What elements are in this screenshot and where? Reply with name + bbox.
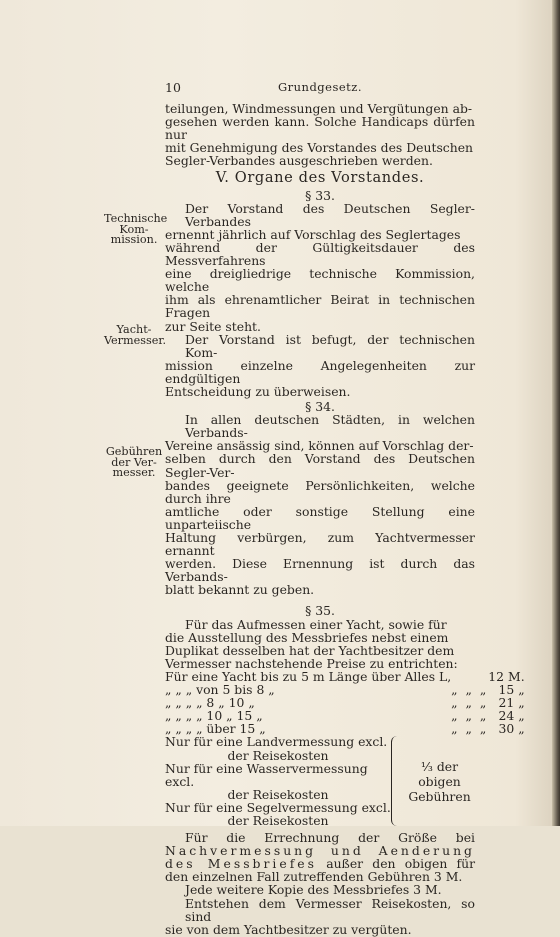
margin-note-line: Yacht- <box>116 323 152 336</box>
page-header <box>165 80 475 94</box>
margin-note-yacht-vermesser <box>104 323 167 347</box>
rate-line: Nur für eine Landvermessung excl. <box>165 734 388 750</box>
spaced-text: Nachvermessung und Aenderung des Messbriefes <box>165 843 475 872</box>
section-35-paragraph-2 <box>165 831 475 883</box>
price-ditto: „ „ „ <box>451 721 489 737</box>
text-line: eine dreigliedrige technische Kommission, welche <box>165 266 475 295</box>
text-line: mission einzelne Angelegenheiten zur endgültigen <box>165 357 475 386</box>
text-span: zutreffenden Gebühren 3 M. <box>283 869 463 885</box>
section-33-number: § 33. <box>305 187 335 203</box>
text-line: Entscheidung zu überweisen. <box>165 383 351 399</box>
text-line: ihm als ehrenamtlicher Beirat in technischen Fragen <box>165 292 475 321</box>
section-34-number: § 34. <box>305 399 335 415</box>
text-line: bandes geeignete Persönlichkeiten, welche durch ihre <box>165 477 475 506</box>
section-35-paragraph-3 <box>165 883 475 896</box>
brace <box>391 736 402 826</box>
section-34-paragraph <box>165 413 475 596</box>
margin-note-line: Vermesser. <box>104 333 167 347</box>
section-title: V. Organe des Vorstandes. <box>215 169 425 187</box>
margin-note-line: messer. <box>112 466 156 480</box>
running-head: Grundgesetz. <box>277 80 363 94</box>
rates-note <box>404 735 475 827</box>
rates-list <box>165 735 391 827</box>
surveying-rates <box>165 735 475 827</box>
rate-line: der Reisekosten <box>227 812 329 828</box>
margin-note-line: der Ver- <box>111 455 157 469</box>
section-33-paragraph-1 <box>165 202 475 333</box>
price-value: 12 M. <box>488 668 525 684</box>
margin-note-gebuehren <box>104 447 164 479</box>
price-table <box>165 670 525 735</box>
price-value: 21 „ <box>498 695 525 711</box>
price-label: „ „ „ „ 10 „ 15 „ <box>165 708 263 724</box>
text-line: sie von dem Yachtbesitzer zu vergüten. <box>165 921 412 937</box>
text-line: Segler-Verbandes ausgeschrieben werden. <box>165 153 433 169</box>
margin-note-line: mission. <box>110 233 158 247</box>
rate-line: Nur für eine Wasservermessung excl. <box>165 760 368 789</box>
text-span: Für die Errechnung der Größe bei <box>185 830 475 846</box>
price-ditto: „ „ „ <box>451 682 489 698</box>
price-label: Für eine Yacht bis zu 5 m Länge über Alles L, <box>165 668 452 684</box>
margin-note-line: Gebühren <box>105 445 163 458</box>
price-ditto: „ „ „ <box>451 708 489 724</box>
text-line: amtliche oder sonstige Stellung eine unparteiische <box>165 503 475 532</box>
margin-note-line: Kom- <box>119 222 149 236</box>
rate-line: der Reisekosten <box>227 747 329 763</box>
text-line: teilungen, Windmessungen und Vergütungen ab- <box>165 101 473 116</box>
margin-note-line: Technische <box>104 212 168 225</box>
text-line: In allen deutschen Städten, in welchen Verbands- <box>185 412 475 441</box>
text-line: gesehen werden kann. Solche Handicaps dürfen nur <box>165 114 475 143</box>
section-35-number: § 35. <box>305 603 335 619</box>
price-label: „ „ „ „ 8 „ 10 „ <box>165 695 255 711</box>
text-line: ernennt jährlich auf Vorschlag des Seglertages <box>165 226 461 242</box>
page-body <box>165 101 525 937</box>
rate-line: Nur für eine Segelvermessung excl. <box>165 799 391 815</box>
section-33-paragraph-2 <box>165 333 475 398</box>
text-line: Haltung verbürgen, zum Yachtvermesser ernannt <box>165 530 475 559</box>
section-35-paragraph-4 <box>165 897 475 936</box>
text-line: Jede weitere Kopie des Messbriefes 3 M. <box>185 882 442 898</box>
text-line: Vereine ansässig sind, können auf Vorschlag der- <box>165 438 474 454</box>
text-line: während der Gültigkeitsdauer des Messverfahrens <box>165 239 475 269</box>
text-line: die Ausstellung des Messbriefes nebst einem <box>165 629 449 645</box>
price-label: „ „ „ von 5 bis 8 „ <box>165 682 275 698</box>
text-line: blatt bekannt zu geben. <box>165 582 315 598</box>
text-line: Duplikat desselben hat der Yachtbesitzer dem <box>165 642 455 658</box>
text-line: Vermesser nachstehende Preise zu entrichten: <box>165 655 458 671</box>
rate-line: der Reisekosten <box>227 786 329 802</box>
text-line: selben durch den Vorstand des Deutschen Segler-Ver- <box>165 451 475 480</box>
margin-note-technische-kommission <box>104 212 168 247</box>
price-value: 15 „ <box>498 682 525 698</box>
page-number: 10 <box>165 80 181 95</box>
page-edge <box>552 0 560 826</box>
text-line: Der Vorstand des Deutschen Segler-Verbandes <box>185 200 475 229</box>
text-line: zur Seite steht. <box>165 318 261 334</box>
text-line: mit Genehmigung des Vorstandes des Deutschen <box>165 140 474 156</box>
rates-note-line: Gebühren <box>408 788 471 804</box>
intro-paragraph <box>165 102 475 167</box>
rates-note-line: ⅓ der obigen <box>418 758 461 789</box>
text-line: Entstehen dem Vermesser Reisekosten, so sind <box>185 895 475 924</box>
text-span: außer den obigen für den einzelnen Fall <box>165 856 475 885</box>
section-35-paragraph-1 <box>165 618 475 670</box>
price-ditto: „ „ „ <box>451 695 489 711</box>
price-value: 30 „ <box>498 721 525 737</box>
price-value: 24 „ <box>498 708 525 724</box>
text-line: Für das Aufmessen einer Yacht, sowie für <box>185 616 447 632</box>
price-label: „ „ „ „ über 15 „ <box>165 721 266 737</box>
text-line: Der Vorstand ist befugt, der technischen Kom- <box>185 331 475 360</box>
text-line: werden. Diese Ernennung ist durch das Verbands- <box>165 556 475 585</box>
